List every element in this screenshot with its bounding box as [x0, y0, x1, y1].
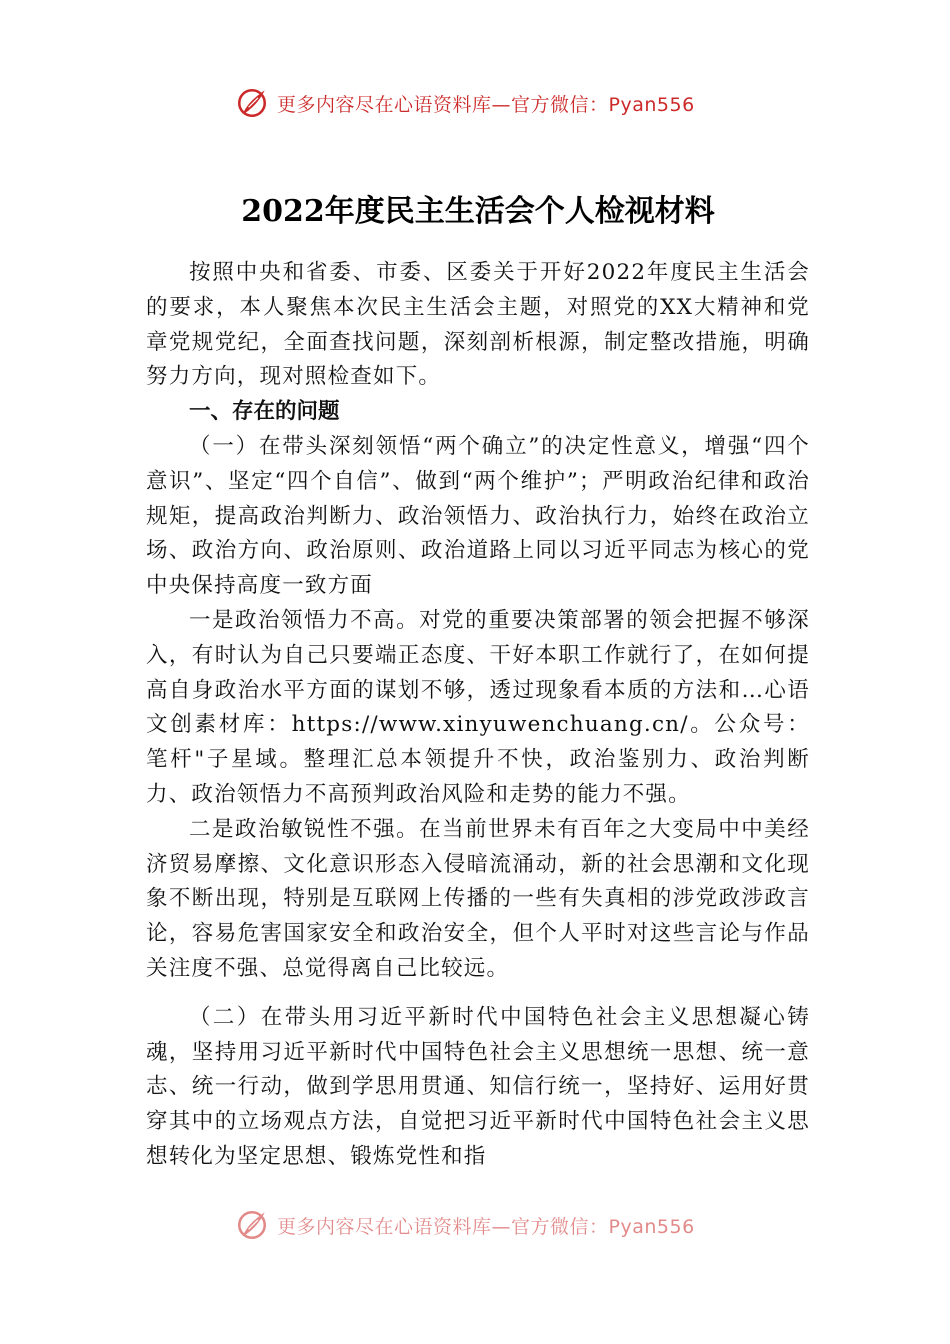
point-2-paragraph: 二是政治敏锐性不强。在当前世界未有百年之大变局中中美经济贸易摩擦、文化意识形态入侵暗流涌动，新的社会思潮和文化现象不断出现，特别是互联网上传播的一些有失真相的涉党政涉政言论，容易危害国家安全和政治安全，但个人平时对这些言论与作品关注度不强、总觉得离自己比较远。: [146, 816, 810, 981]
section-heading-problems: 一、存在的问题: [189, 399, 340, 425]
document-title: 2022年度民主生活会个人检视材料: [241, 194, 715, 229]
quill-pen-logo-icon: [235, 1208, 269, 1242]
point-1-paragraph: 一是政治领悟力不高。对党的重要决策部署的领会把握不够深入，有时认为自己只要端正态度、干好本职工作就行了，在如何提高自身政治水平方面的谋划不够，透过现象看本质的方法和…心语文创素材库：https://www.xinyuwenchuang.cn/。公众号：笔杆"子星域。整理汇总本领提升不快，政治鉴别力、政治判断力、政治领悟力不高预判政治风险和走势的能力不强。: [146, 607, 810, 807]
watermark-banner-bottom: [235, 1205, 755, 1245]
item-2-paragraph: （二）在带头用习近平新时代中国特色社会主义思想凝心铸魂，坚持用习近平新时代中国特色社会主义思想统一思想、统一意志、统一行动，做到学思用贯通、知信行统一，坚持好、运用好贯穿其中的立场观点方法，自觉把习近平新时代中国特色社会主义思想转化为坚定思想、锻炼党性和指: [146, 1004, 810, 1169]
intro-paragraph: 按照中央和省委、市委、区委关于开好2022年度民主生活会的要求，本人聚焦本次民主生活会主题，对照党的XX大精神和党章党规党纪，全面查找问题，深刻剖析根源，制定整改措施，明确努力方向，现对照检查如下。: [146, 260, 810, 390]
document-body: [146, 186, 810, 1212]
quill-pen-logo-icon: [235, 86, 269, 120]
watermark-text: 更多内容尽在心语资料库—官方微信：Pyan556: [277, 93, 695, 116]
watermark-text: 更多内容尽在心语资料库—官方微信：Pyan556: [277, 1215, 695, 1238]
watermark-banner-top: [235, 83, 755, 123]
item-1-paragraph: （一）在带头深刻领悟“两个确立”的决定性意义，增强“四个意识”、坚定“四个自信”、做到“两个维护”；严明政治纪律和政治规矩，提高政治判断力、政治领悟力、政治执行力，始终在政治立场、政治方向、政治原则、政治道路上同以习近平同志为核心的党中央保持高度一致方面: [146, 433, 810, 599]
